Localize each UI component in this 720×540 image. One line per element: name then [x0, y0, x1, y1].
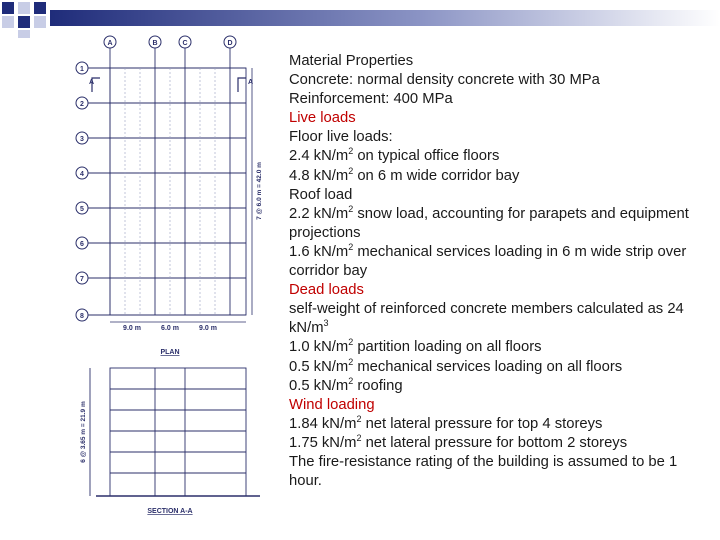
live-loads-title: Live loads [289, 110, 356, 127]
fire-rating-line: The fire-resistance rating of the building is assumed to be 1 hour. [289, 453, 678, 490]
partition-load-line [289, 338, 714, 357]
deco-square [34, 2, 46, 14]
mech-dead-value: 0.5 kN/m [289, 358, 349, 375]
plan-label: PLAN [160, 349, 180, 356]
structural-drawing [70, 30, 275, 520]
bay-dimension: 6.0 m [161, 325, 179, 332]
deco-square [2, 2, 14, 14]
self-weight-line [289, 300, 714, 338]
roofing-line [289, 377, 714, 396]
partition-load-text: partition loading on all floors [353, 339, 542, 356]
concrete-line: Concrete: normal density concrete with 30 MPa [289, 72, 600, 89]
corridor-load-sup: 2 [348, 165, 354, 176]
corridor-load-value: 4.8 kN/m [289, 167, 349, 184]
grid-bubble: 2 [80, 101, 84, 108]
wind-top-line [289, 415, 714, 434]
snow-load-text: snow load, accounting for parapets and equipment projections [289, 205, 689, 241]
self-weight-text: self-weight of reinforced concrete members calculated as 24 kN/m [289, 301, 684, 337]
section-label: SECTION A-A [147, 508, 193, 515]
mech-dead-sup: 2 [348, 356, 354, 367]
grid-bubble: 7 [80, 276, 84, 283]
deco-square [18, 16, 30, 28]
grid-bubble: C [182, 40, 188, 47]
section-dimension: 6 @ 3.65 m = 21.9 m [80, 401, 87, 463]
grid-bubble: 8 [80, 313, 84, 320]
snow-load-sup: 2 [348, 203, 354, 214]
office-load-line [289, 147, 714, 166]
wind-title: Wind loading [289, 396, 375, 413]
title-bar [50, 10, 720, 26]
grid-bubble: 6 [80, 241, 84, 248]
plan-dimension: 7 @ 6.0 m = 42.0 m [256, 162, 263, 220]
roofing-text: roofing [353, 377, 403, 394]
wind-bottom-line [289, 434, 714, 453]
roofing-sup: 2 [348, 375, 354, 386]
bay-dimension: 9.0 m [123, 325, 141, 332]
corridor-load-text: on 6 m wide corridor bay [353, 167, 520, 184]
mech-load-text: mechanical services loading in 6 m wide strip over corridor bay [289, 243, 687, 280]
design-criteria-text [289, 52, 714, 491]
wind-top-sup: 2 [356, 413, 362, 424]
deco-square [34, 16, 46, 28]
partition-load-value: 1.0 kN/m [289, 339, 349, 356]
grid-bubble: B [152, 40, 158, 47]
reinforcement-line: Reinforcement: 400 MPa [289, 91, 453, 108]
grid-bubble: 3 [80, 136, 84, 143]
deco-square [18, 30, 30, 38]
snow-load-value: 2.2 kN/m [289, 205, 349, 222]
wind-top-text: net lateral pressure for top 4 storeys [361, 415, 603, 432]
grid-bubble: 5 [80, 206, 84, 213]
mech-load-sup: 2 [348, 241, 354, 252]
mech-dead-line [289, 358, 714, 377]
office-load-text: on typical office floors [353, 148, 500, 165]
wind-bottom-sup: 2 [356, 432, 362, 443]
deco-square [2, 16, 14, 28]
mech-load-line [289, 243, 714, 281]
roof-title: Roof load [289, 186, 353, 203]
mech-load-value: 1.6 kN/m [289, 243, 349, 260]
corridor-load-line [289, 167, 714, 186]
office-load-sup: 2 [348, 146, 354, 157]
bay-dimension: 9.0 m [199, 325, 217, 332]
grid-bubble: A [107, 40, 113, 47]
section-mark: A [248, 79, 254, 86]
dead-loads-title: Dead loads [289, 282, 364, 299]
grid-bubble: 4 [80, 171, 84, 178]
deco-square [18, 2, 30, 14]
snow-load-line [289, 205, 714, 243]
wind-bottom-value: 1.75 kN/m [289, 434, 357, 451]
mech-dead-text: mechanical services loading on all floors [353, 358, 623, 375]
material-title: Material Properties [289, 53, 414, 69]
section-mark: A [89, 79, 95, 86]
floor-live-title: Floor live loads: [289, 129, 393, 146]
roofing-value: 0.5 kN/m [289, 377, 349, 394]
wind-bottom-text: net lateral pressure for bottom 2 storeys [361, 434, 628, 451]
self-weight-sup: 3 [323, 318, 329, 329]
grid-bubble: D [227, 40, 233, 47]
partition-load-sup: 2 [348, 337, 354, 348]
section-outline [110, 368, 246, 496]
grid-bubble: 1 [80, 66, 84, 73]
wind-top-value: 1.84 kN/m [289, 415, 357, 432]
office-load-value: 2.4 kN/m [289, 148, 349, 165]
